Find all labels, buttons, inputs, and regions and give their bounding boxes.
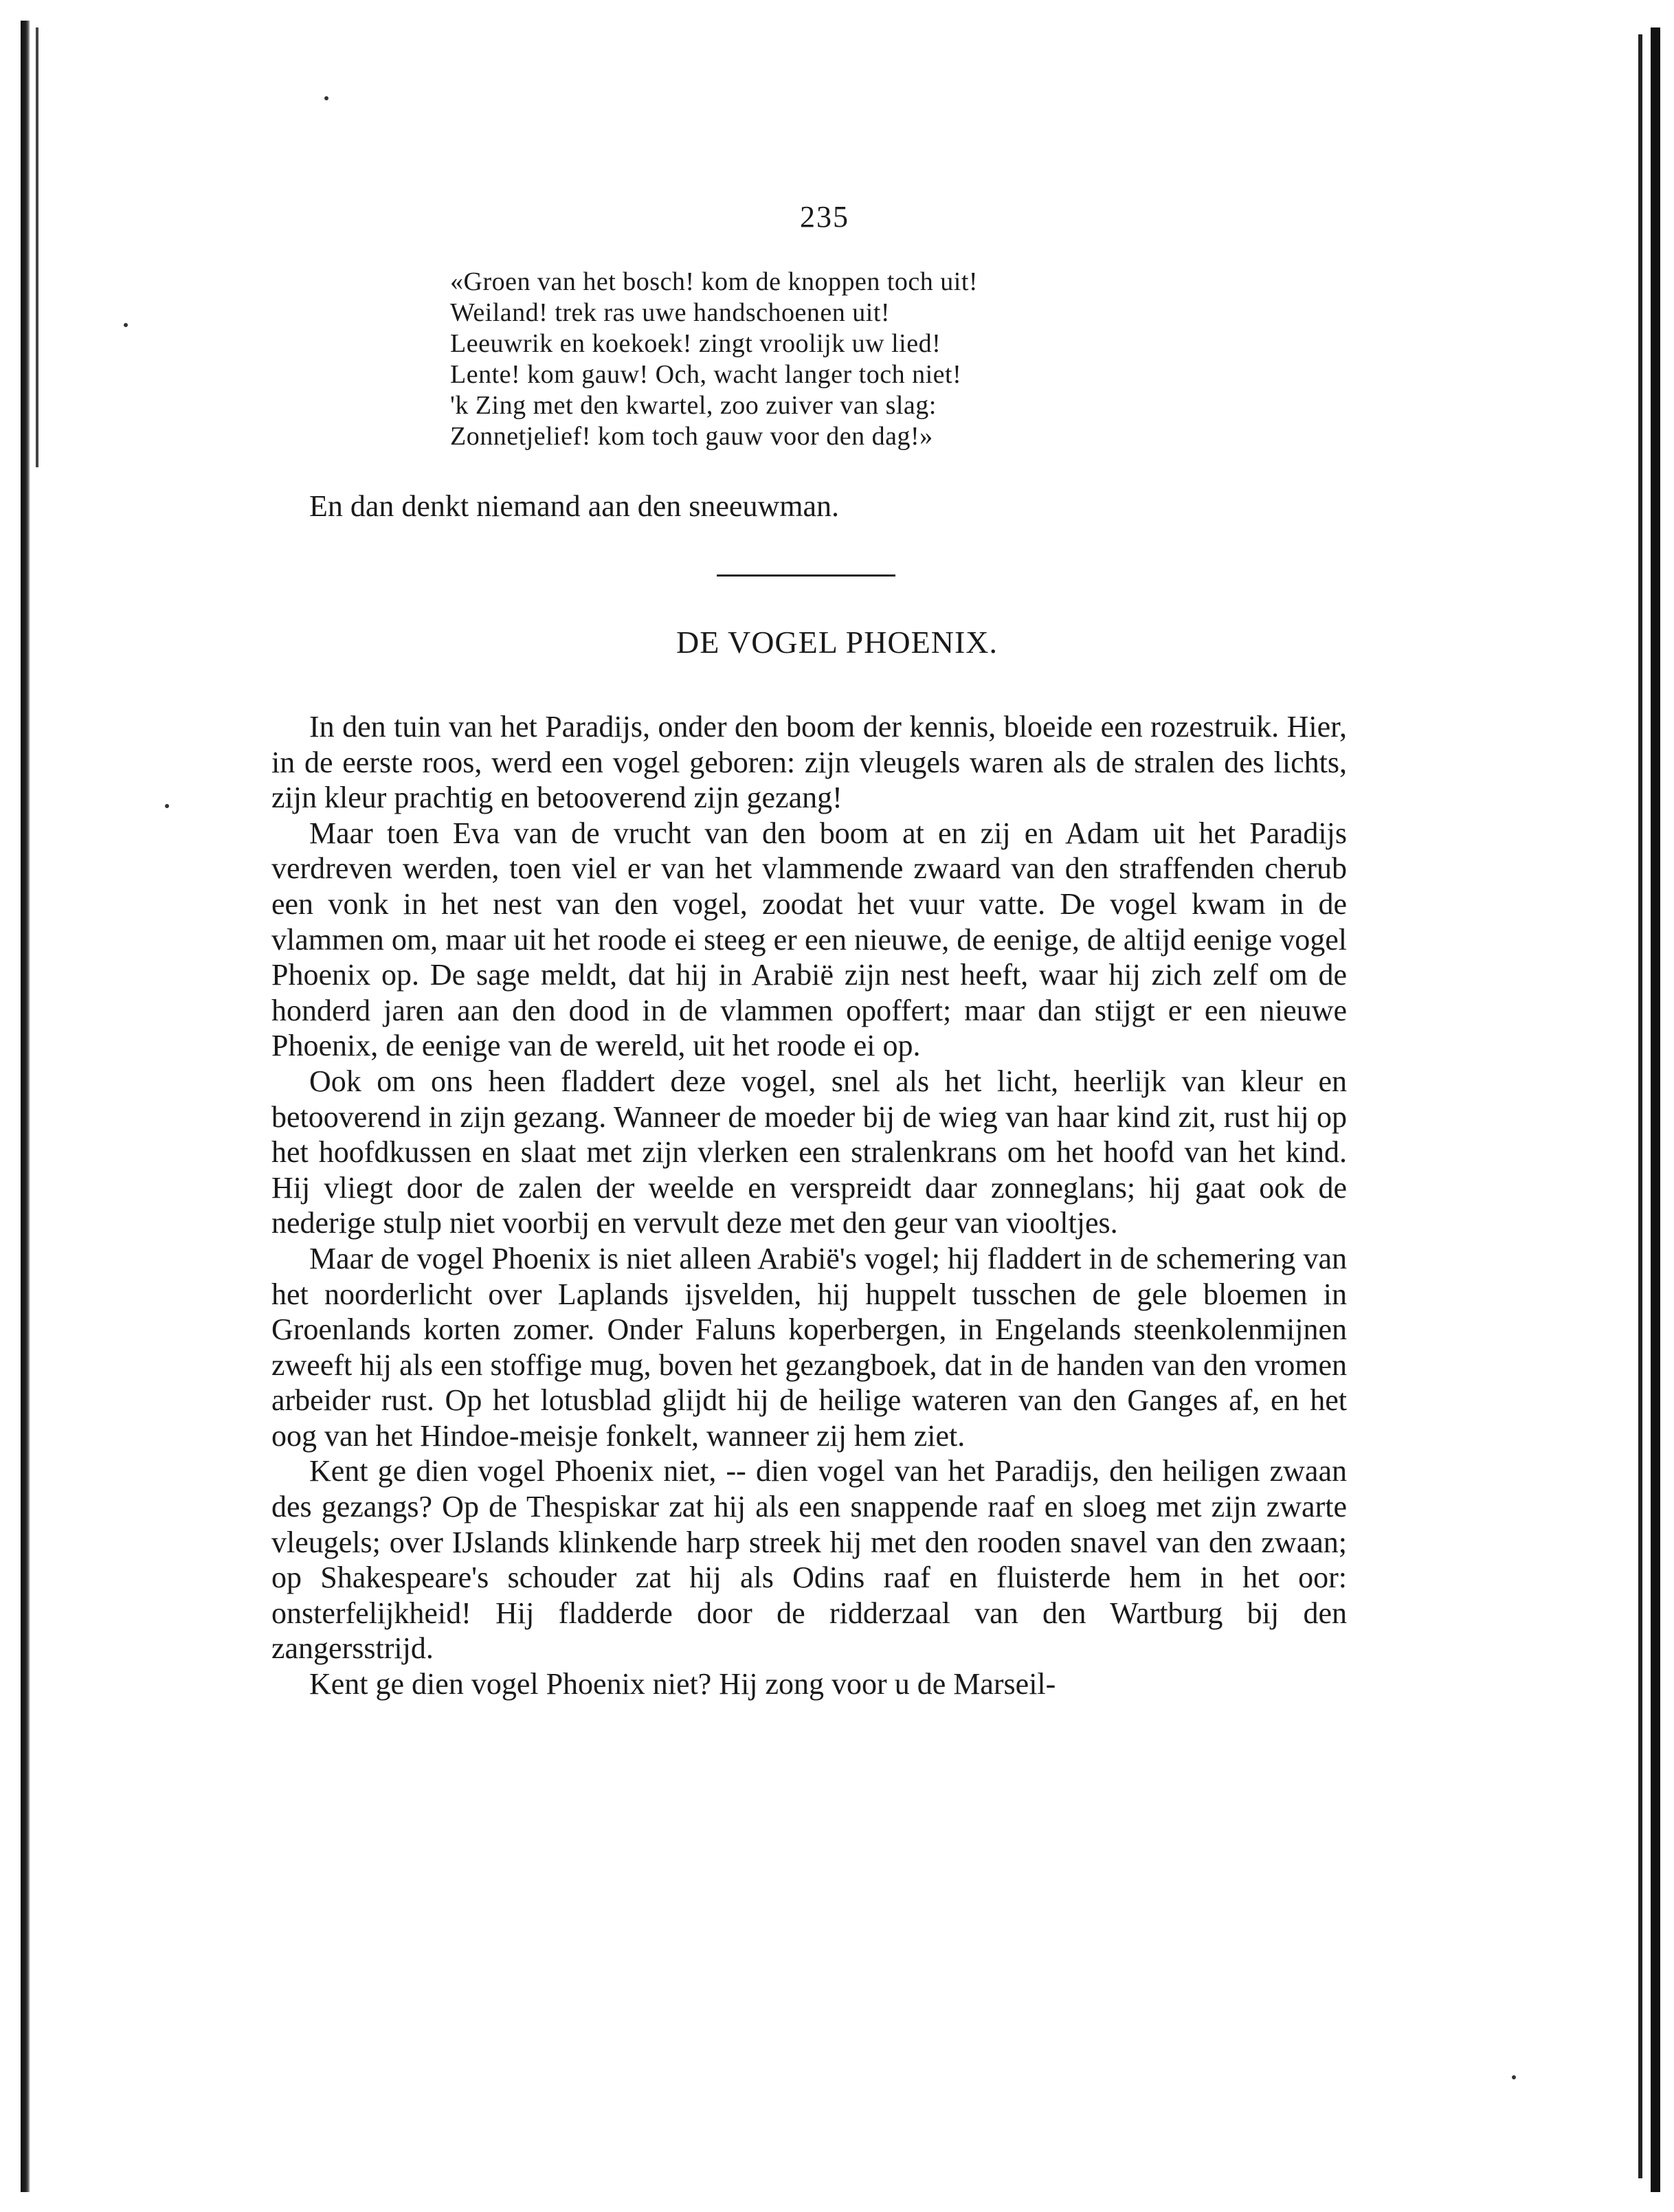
scan-speck <box>124 323 128 327</box>
paragraph: Kent ge dien vogel Phoenix niet, -- dien vogel van het Paradijs, den heiligen zwaan des gezangs? Op de Thespiskar zat hij als een snappende raaf en sloeg met zijn zwarte vleugels; over IJslands klinkende harp streek hij met den rooden snavel van den zwaan; op Shakespeare's schouder zat hij als Odins raaf en fluisterde hem in het oor: onsterfelijkheid! Hij fladderde door de ridderzaal van den Wartburg bij den zangersstrijd. <box>271 1454 1347 1666</box>
scan-speck <box>324 96 328 100</box>
paragraph: Kent ge dien vogel Phoenix niet? Hij zong voor u de Marseil- <box>309 1667 1056 1701</box>
scan-speck <box>1512 2075 1516 2079</box>
scan-edge-right-inner <box>1638 34 1642 2178</box>
scan-edge-left <box>21 21 30 2192</box>
scan-speck <box>165 804 169 808</box>
paragraph: In den tuin van het Paradijs, onder den boom der kennis, bloeide een rozestruik. Hier, in de eerste roos, werd een vogel geboren: zijn vleugels waren als de stralen des lichts, zijn kleur prachtig en betooverend zijn gezang! <box>271 710 1347 815</box>
poem-line: 'k Zing met den kwartel, zoo zuiver van slag: <box>450 391 937 420</box>
poem-line: «Groen van het bosch! kom de knoppen toch uit! <box>450 267 979 296</box>
scan-edge-right <box>1651 27 1660 2192</box>
poem-line: Zonnetjelief! kom toch gauw voor den dag!» <box>450 422 933 451</box>
poem-line: Weiland! trek ras uwe handschoenen uit! <box>450 298 891 327</box>
story-body <box>271 709 1347 1702</box>
poem-line: Lente! kom gauw! Och, wacht langer toch niet! <box>450 360 962 389</box>
section-divider <box>717 574 895 577</box>
closing-line: En dan denkt niemand aan den sneeuwman. <box>309 489 839 523</box>
paragraph: Ook om ons heen fladdert deze vogel, snel als het licht, heerlijk van kleur en betooverend in zijn gezang. Wanneer de moeder bij de wieg van haar kind zit, rust hij op het hoofdkussen en slaat met zijn vlerken een stralenkrans om het hoofd van het kind. Hij vliegt door de zalen der weelde en verspreidt daar zonneglans; hij gaat ook de nederige stulp niet voorbij en vervult deze met den geur van viooltjes. <box>271 1064 1347 1240</box>
paragraph: Maar de vogel Phoenix is niet alleen Arabië's vogel; hij fladdert in de schemering van het noorderlicht over Laplands ijsvelden, hij huppelt tusschen de gele bloemen in Groenlands korten zomer. Onder Faluns koperbergen, in Engelands steenkolenmijnen zweeft hij als een stoffige mug, boven het gezangboek, dat in de handen van den vromen arbeider rust. Op het lotusblad glijdt hij de heilige wateren van den Ganges af, en het oog van het Hindoe-meisje fonkelt, wanneer zij hem ziet. <box>271 1241 1347 1453</box>
paragraph: Maar toen Eva van de vrucht van den boom at en zij en Adam uit het Paradijs verdreven werden, toen viel er van het vlammende zwaard van den straffenden cherub een vonk in het nest van den vogel, zoodat het vuur vatte. De vogel kwam in de vlammen om, maar uit het roode ei steeg er een nieuwe, de eenige, de altijd eenige vogel Phoenix op. De sage meldt, dat hij in Arabië zijn nest heeft, waar hij zich zelf om de honderd jaren aan den dood in de vlammen opoffert; maar dan stijgt er een nieuwe Phoenix, de eenige van de wereld, uit het roode ei op. <box>271 816 1347 1063</box>
poem <box>450 267 1206 452</box>
page-number: 235 <box>800 200 849 234</box>
story-title: DE VOGEL PHOENIX. <box>676 625 998 660</box>
poem-line: Leeuwrik en koekoek! zingt vroolijk uw lied! <box>450 329 941 358</box>
scan-edge-left-inner <box>36 27 38 467</box>
